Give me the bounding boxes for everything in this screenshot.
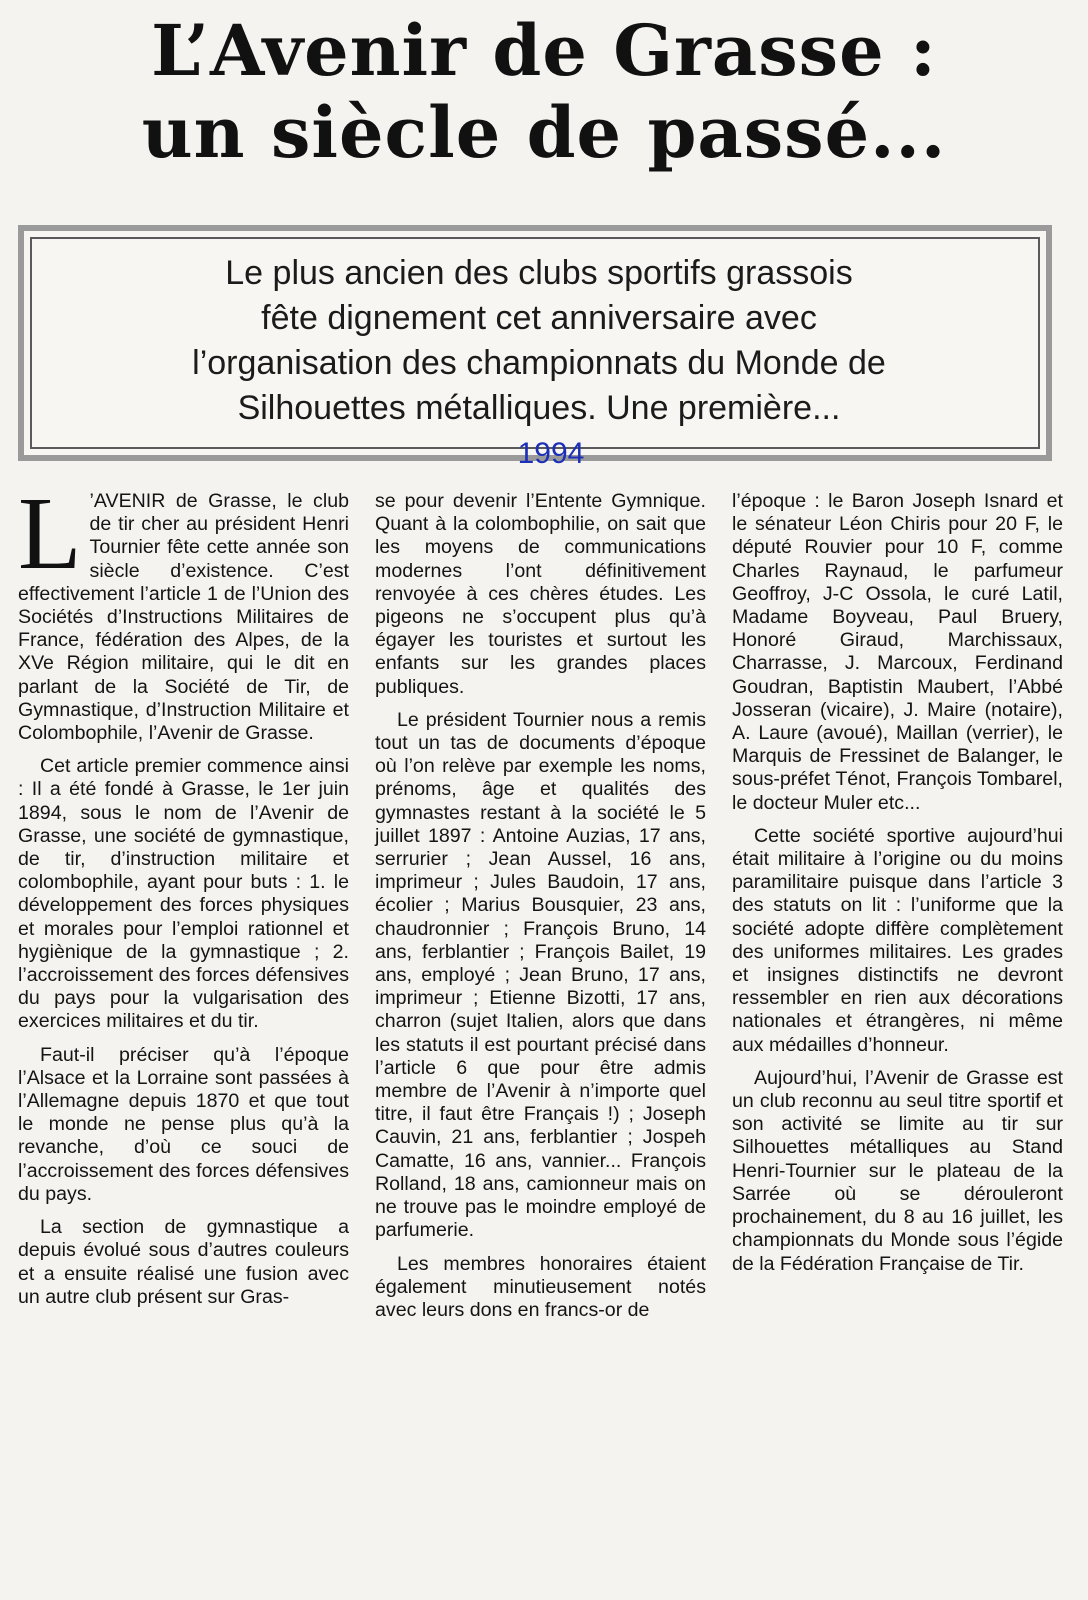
year-annotation: 1994 (517, 437, 585, 470)
paragraph: se pour devenir l’Entente Gymnique. Quant à la colombophilie, on sait que les moyens de communications modernes l’ont définitivement renvoyée à ces chères études. Les pigeons ne s’occupent plus qu’à égayer les touristes et surtout les enfants sur les grandes places publiques. (375, 490, 706, 698)
paragraph: Le président Tournier nous a remis tout un tas de documents d’époque où l’on relève par exemple les noms, prénoms, âge et qualités des gymnastes restant à la société le 5 juillet 1897 : Antoine Auzias, 17 ans, serrurier ; Jean Aussel, 16 ans, imprimeur ; Jules Baudoin, 17 ans, écolier ; Marius Bousquier, 23 ans, chaudronnier ; François Bruno, 14 ans, ferblantier ; François Bailet, 19 ans, employé ; Jean Bruno, 17 ans, imprimeur ; Etienne Bizotti, 17 ans, charron (sujet Italien, alors que dans les statuts il est pourtant précisé dans l’article 6 que pour être admis membre de l’Avenir à n’importe quel titre, il faut être Français !) ; Joseph Cauvin, 21 ans, ferblantier ; Jospeh Camatte, 16 ans, vannier... François Rolland, 18 ans, camionneur mais on ne trouve pas le moindre employé de parfumerie. (375, 708, 706, 1242)
paragraph: Cette société sportive aujourd’hui était militaire à l’origine ou du moins paramilitaire puisque dans l’article 3 des statuts on lit : l’uniforme que la société adopte diffère complètement des uniformes militaires. Les grades et insignes distinctifs ne devront ressembler en rien aux décorations nationales et étrangères, ni même aux médailles d’honneur. (732, 824, 1063, 1056)
article-headline (18, 10, 1070, 174)
column-1 (18, 476, 349, 1590)
headline-line-2: un siècle de passé... (141, 91, 947, 174)
column-2 (375, 490, 706, 1590)
lead-box (18, 225, 1052, 470)
paragraph: Les membres honoraires étaient également minutieusement notés avec leurs dons en francs-or de (375, 1252, 706, 1321)
lead-line-1: Le plus ancien des clubs sportifs grassois (225, 254, 853, 292)
paragraph-text: ’AVENIR de Grasse, le club de tir cher au président Henri Tournier fête cette année son siècle d’existence. C’est effectivement l’article 1 de l’Union des Sociétés d’Instructions Militaires de France, fédération des Alpes, de la XVe Région militaire, qui le dit en parlant de la Société de Tir, de Gymnastique, d’Instruction Militaire et Colombophile, l’Avenir de Grasse. (18, 490, 349, 745)
headline-line-1: L’Avenir de Grasse : (151, 9, 937, 92)
lead-line-4-text: Silhouettes métalliques. Une première... (237, 389, 841, 427)
paragraph: l’époque : le Baron Joseph Isnard et le sénateur Léon Chiris pour 20 F, le député Rouvier pour 10 F, comme Charles Raynaud, le parfumeur Geoffroy, J-C Ossola, le curé Latil, Madame Boyveau, Paul Bruery, Honoré Giraud, Marchissaux, Charrasse, J. Marcoux, Ferdinand Goudran, Baptistin Maubert, l’Abbé Josseran (vicaire), J. Maire (notaire), A. Laure (avoué), Maillan (verrier), le Marquis de Fressinet de Balanger, le sous-préfet Ténot, François Tombarel, le docteur Muler etc... (732, 490, 1063, 814)
lead-line-3: l’organisation des championnats du Monde de (192, 344, 886, 382)
column-3 (732, 490, 1063, 1590)
article-body (18, 476, 1063, 1590)
paragraph: Aujourd’hui, l’Avenir de Grasse est un club reconnu au seul titre sportif et son activité se limite au tir sur Silhouettes métalliques au Stand Henri-Tournier sur le plateau de la Sarrée où se dérouleront prochainement, du 8 au 16 juillet, les championnats du Monde sous l’égide de la Fédération Française de Tir. (732, 1066, 1063, 1275)
lead-line-2: fête dignement cet anniversaire avec (261, 299, 817, 337)
paragraph: Faut-il préciser qu’à l’époque l’Alsace et la Lorraine sont passées à l’Allemagne depuis 1870 et que tout le monde ne pense plus qu’à la revanche, d’où ce souci de l’accroissement des forces défensives du pays. (18, 1043, 349, 1205)
lead-line-4 (64, 386, 1014, 476)
drop-cap: L (18, 476, 82, 591)
lead-paragraph (64, 251, 1014, 476)
paragraph (18, 476, 349, 745)
paragraph: Cet article premier commence ainsi : Il a été fondé à Grasse, le 1er juin 1894, sous le nom de l’Avenir de Grasse, une société de gymnastique, de tir, d’instruction militaire et colombophile, ayant pour buts : 1. le développement des forces physiques et morales pour l’emploi rationnel et hygiènique de la gymnastique ; 2. l’accroissement des forces défensives du pays pour la vulgarisation des exercices militaires et du tir. (18, 755, 349, 1033)
paragraph: La section de gymnastique a depuis évolué sous d’autres couleurs et a ensuite réalisé une fusion avec un autre club présent sur Gras- (18, 1216, 349, 1308)
